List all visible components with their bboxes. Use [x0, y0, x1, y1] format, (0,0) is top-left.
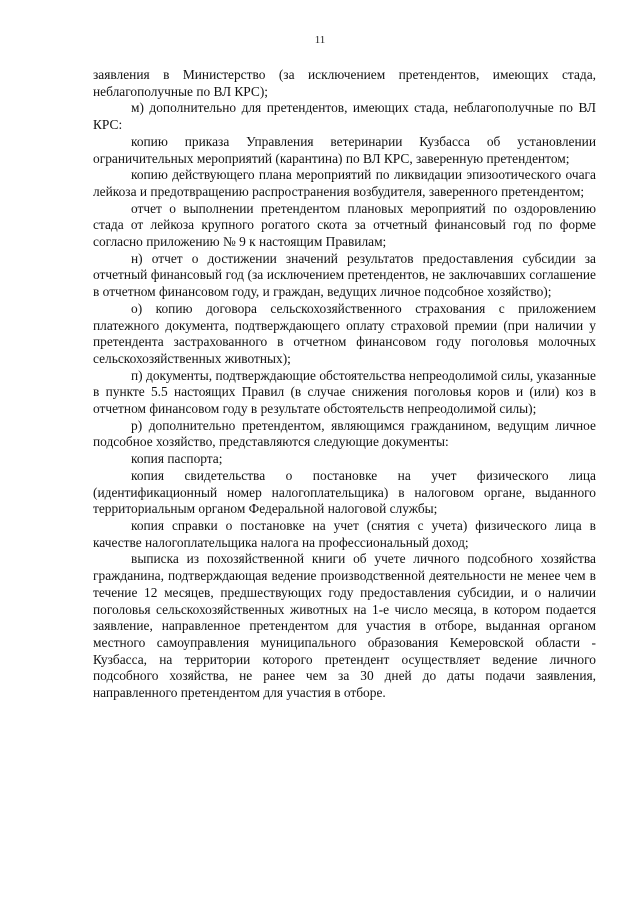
paragraph-plan-copy: копию действующего плана мероприятий по ликвидации эпизоотического очага лейкоза и предотвращению распространения возбудителя, заверенного претендентом;	[93, 167, 596, 199]
page-number: 11	[314, 34, 326, 46]
paragraph-continuation: заявления в Министерство (за исключением претендентов, имеющих стада, неблагополучные по ВЛ КРС);	[93, 67, 596, 99]
paragraph-household-extract: выписка из похозяйственной книги об учете личного подсобного хозяйства гражданина, подтверждающая ведение производственной деятельности не менее чем в течение 12 месяцев, предшествующих году предоставления субсидии, и о наличии поголовья сельскохозяйственных животных на 1-е число месяца, в котором подается заявление, направленное претендентом для участия в отборе, выданная органом местного самоуправления муниципального образования Кемеровской области - Кузбасса, на территории которого претендент осуществляет ведение личного подсобного хозяйства, не ранее чем за 30 дней до даты подачи заявления, направленного претендентом для участия в отборе.	[93, 551, 596, 701]
paragraph-item-n: н) отчет о достижении значений результатов предоставления субсидии за отчетный финансовый год (за исключением претендентов, не заключавших соглашение в отчетном финансовом году, и граждан, ведущих личное подсобное хозяйство);	[93, 250, 596, 300]
paragraph-report: отчет о выполнении претендентом плановых мероприятий по оздоровлению стада от лейкоза крупного рогатого скота за отчетный финансовый год по форме согласно приложению № 9 к настоящим Правилам;	[93, 200, 596, 250]
paragraph-item-r: р) дополнительно претендентом, являющимся гражданином, ведущим личное подсобное хозяйство, представляются следующие документы:	[93, 417, 596, 450]
paragraph-item-p: п) документы, подтверждающие обстоятельства непреодолимой силы, указанные в пункте 5.5 настоящих Правил (в случае снижения поголовья коров и (или) коз в отчетном финансовом году в результате обстоятельств непреодолимой силы);	[93, 367, 596, 417]
paragraph-tax-registration: копия справки о постановке на учет (снятия с учета) физического лица в качестве налогоплательщика налога на профессиональный доход;	[93, 517, 596, 550]
paragraph-item-m: м) дополнительно для претендентов, имеющих стада, неблагополучные по ВЛ КРС:	[93, 100, 596, 133]
paragraph-item-o: о) копию договора сельскохозяйственного страхования с приложением платежного документа, подтверждающего оплату страховой премии (при наличии у претендента застрахованного в отчетном финансовом году поголовья молочных сельскохозяйственных животных);	[93, 300, 596, 366]
document-body	[93, 67, 596, 702]
paragraph-tax-certificate: копия свидетельства о постановке на учет физического лица (идентификационный номер налогоплательщика) в налоговом органе, выданного территориальным органом Федеральной налоговой службы;	[93, 467, 596, 517]
paragraph-passport-copy: копия паспорта;	[131, 451, 223, 467]
paragraph-order-copy: копию приказа Управления ветеринарии Кузбасса об установлении ограничительных мероприятий (карантина) по ВЛ КРС, заверенную претендентом;	[93, 133, 596, 166]
